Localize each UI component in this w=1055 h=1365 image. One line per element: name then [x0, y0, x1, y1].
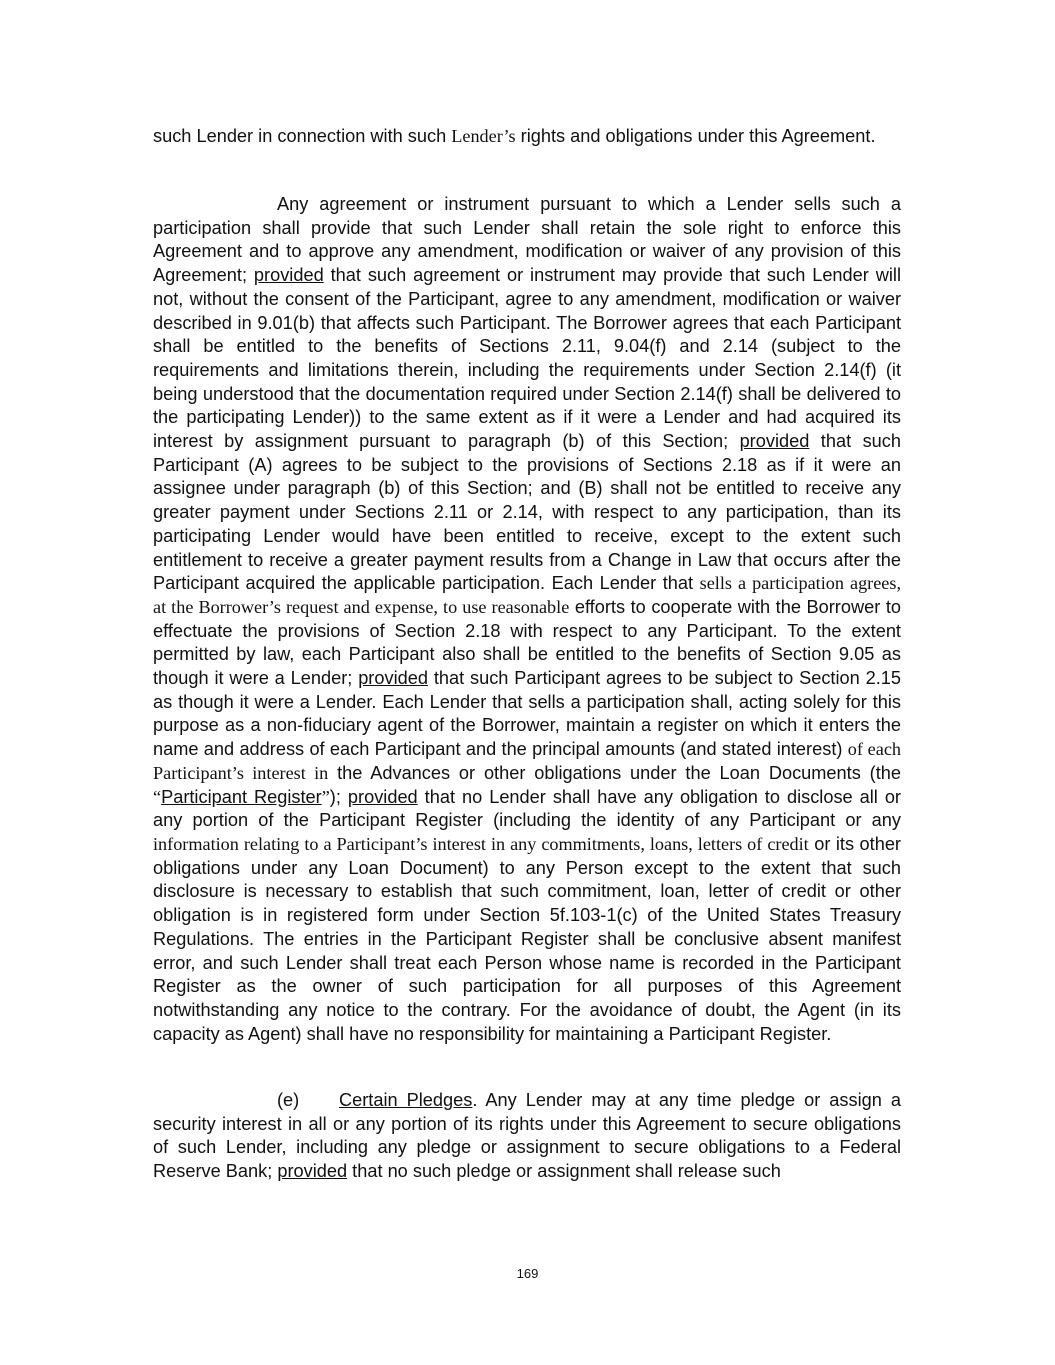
continuation-text-3: rights and obligations under this Agreement. [515, 126, 876, 146]
provided-term: provided [347, 786, 418, 807]
participation-paragraph [153, 193, 901, 1046]
participation-text: the Advances or other obligations under the Loan Documents (the [328, 762, 901, 783]
provided-term: provided [253, 265, 324, 286]
subsection-heading: Certain Pledges [339, 1090, 473, 1110]
open-quote: “ [153, 786, 162, 807]
participation-text-serif: information relating to a Participant’s interest in any commitments, loans, letters of credit [153, 833, 809, 854]
participation-text: ); [329, 786, 348, 807]
participation-text-serif: sells a participation agrees, at the Borrower’s request and expense, to use reasonable [153, 573, 901, 617]
page-number: 169 [516, 1266, 539, 1281]
close-quote: ” [321, 786, 330, 807]
participation-text: that such Participant (A) agrees to be subject to the provisions of Sections 2.18 as if it were an assignee under paragraph (b) of this Section; and (B) shall not be entitled to receive any greater payment under Sections 2.11 or 2.14, with respect to any participation, than its participating Lender would have been entitled to receive, except to the extent such entitlement to receive a greater payment results from a Change in Law that occurs after the Participant acquired the applicable participation. Each Lender that [153, 431, 901, 594]
continuation-text-2: Lender’s [451, 126, 516, 146]
continuation-text-1: such Lender in connection with such [153, 126, 452, 146]
pledges-text: . Any Lender may at any time pledge or assign a security interest in all or any portion of its rights under this Agreement to secure obligations of such Lender, including any pledge or assignment to secure obligations to a Federal Reserve Bank; [153, 1090, 901, 1182]
provided-term: provided [277, 1161, 348, 1182]
certain-pledges-paragraph [153, 1089, 901, 1184]
participation-text: that no Lender shall have any obligation to disclose all or any portion of the Participant Register (including the identity of any Participant or any [153, 786, 901, 831]
pledges-text: that no such pledge or assignment shall release such [347, 1161, 781, 1182]
subsection-label: (e) [277, 1090, 300, 1110]
participation-text-serif: of each Participant’s interest in [153, 739, 901, 783]
participant-register-term: Participant Register [161, 786, 322, 807]
participation-text: Any agreement or instrument pursuant to which a Lender sells such a participation shall provide that such Lender shall retain the sole right to enforce this Agreement and to approve any amendment, modification or waiver of any provision of this Agreement; [153, 194, 901, 286]
participation-text: or its other obligations under any Loan Document) to any Person except to the extent that such disclosure is necessary to establish that such commitment, loan, letter of credit or other obligation is in registered form under Section 5f.103-1(c) of the United States Treasury Regulations. The entries in the Participant Register shall be conclusive absent manifest error, and such Lender shall treat each Person whose name is recorded in the Participant Register as the owner of such participation for all purposes of this Agreement notwithstanding any notice to the contrary. For the avoidance of doubt, the Agent (in its capacity as Agent) shall have no responsibility for maintaining a Participant Register. [153, 833, 901, 1044]
participation-text: that such agreement or instrument may provide that such Lender will not, without the consent of the Participant, agree to any amendment, modification or waiver described in 9.01(b) that affects such Participant. The Borrower agrees that each Participant shall be entitled to the benefits of Sections 2.11, 9.04(f) and 2.14 (subject to the requirements and limitations therein, including the requirements under Section 2.14(f) (it being understood that the documentation required under Section 2.14(f) shall be delivered to the participating Lender)) to the same extent as if it were a Lender and had acquired its interest by assignment pursuant to paragraph (b) of this Section; [153, 265, 901, 452]
provided-term: provided [358, 668, 428, 689]
participation-text: that such Participant agrees to be subject to Section 2.15 as though it were a Lender. Each Lender that sells a participation shall, acting solely for this purpose as a non-fiduciary agent of the Borrower, maintain a register on which it enters the name and address of each Participant and the principal amounts (and stated interest) [153, 668, 901, 760]
provided-term: provided [739, 431, 810, 452]
participation-text: efforts to cooperate with the Borrower to effectuate the provisions of Section 2.18 with respect to any Participant. To the extent permitted by law, each Participant also shall be entitled to the benefits of Section 9.05 as though it were a Lender; [153, 596, 901, 689]
continuation-paragraph [153, 125, 901, 149]
